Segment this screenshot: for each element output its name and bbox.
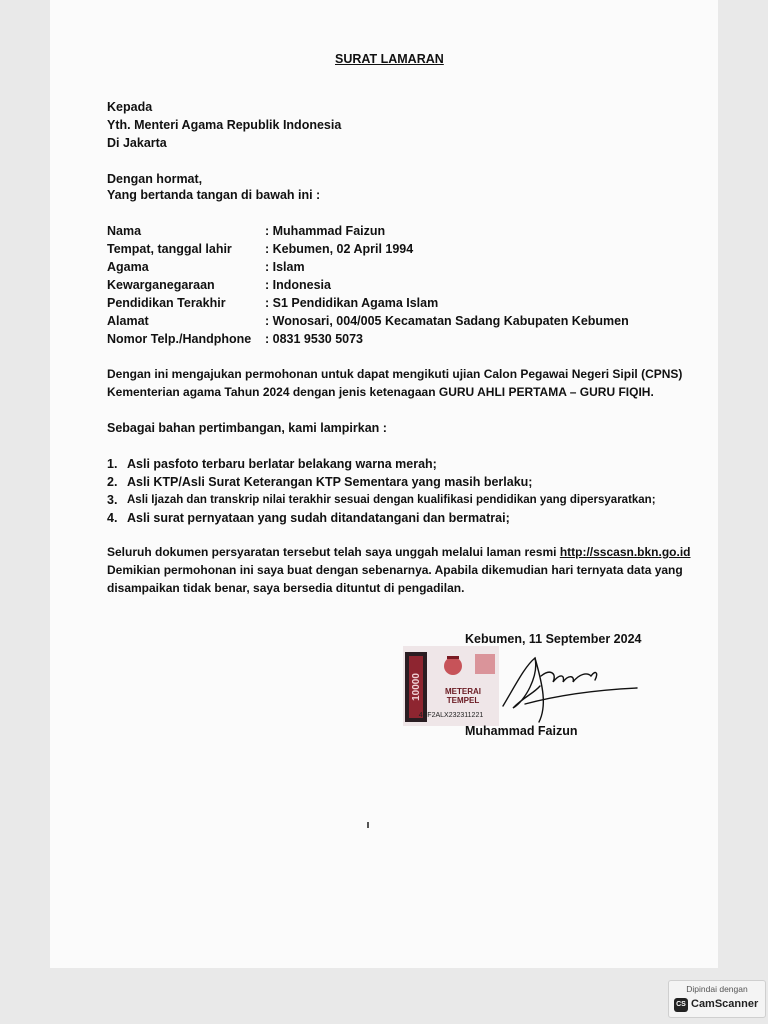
- closing-line: Demikian permohonan ini saya buat dengan sebenarnya. Apabila dikemudian hari ternyata data yang: [107, 563, 683, 577]
- field-label: Nomor Telp./Handphone: [107, 332, 252, 346]
- greeting-line: Yang bertanda tangan di bawah ini :: [107, 188, 321, 202]
- paragraph-line: Kementerian agama Tahun 2024 dengan jenis ketenagaan GURU AHLI PERTAMA – GURU FIQIH.: [107, 385, 654, 399]
- attachment-number: 1.: [107, 457, 118, 471]
- field-label: Alamat: [107, 314, 149, 328]
- field-label: Nama: [107, 224, 142, 238]
- paragraph-line: Dengan ini mengajukan permohonan untuk dapat mengikuti ujian Calon Pegawai Negeri Sipil (CPNS): [107, 367, 683, 381]
- greeting-line: Dengan hormat,: [107, 172, 203, 186]
- camscanner-watermark: [668, 980, 766, 1018]
- recipient-line: Kepada: [107, 100, 153, 114]
- attachment-number: 3.: [107, 493, 118, 507]
- stamp-line2: TEMPEL: [446, 696, 480, 705]
- attachment-text: Asli KTP/Asli Surat Keterangan KTP Sementara yang masih berlaku;: [127, 475, 533, 489]
- field-label: Agama: [107, 260, 149, 274]
- field-label: Tempat, tanggal lahir: [107, 242, 232, 256]
- camscanner-logo-icon: CS: [674, 998, 688, 1012]
- attachment-text: Asli surat pernyataan yang sudah ditandatangani dan bermatrai;: [127, 511, 510, 525]
- field-value: : Wonosari, 004/005 Kecamatan Sadang Kabupaten Kebumen: [265, 314, 629, 328]
- signature-stroke: [503, 658, 540, 708]
- stamp-line1: METERAI: [445, 687, 481, 696]
- field-value: : 0831 9530 5073: [265, 332, 364, 346]
- signature-stroke: [591, 673, 597, 680]
- attachment-text: Asli Ijazah dan transkrip nilai terakhir sesuai dengan kualifikasi pendidikan yang dipersyaratkan;: [127, 494, 656, 506]
- attachment-number: 2.: [107, 475, 118, 489]
- field-value: : Indonesia: [265, 278, 331, 292]
- closing-line: disampaikan tidak benar, saya bersedia dituntut di pengadilan.: [107, 581, 465, 595]
- field-value: : S1 Pendidikan Agama Islam: [265, 296, 439, 310]
- scan-speck: [367, 822, 369, 828]
- field-value: : Kebumen, 02 April 1994: [265, 242, 414, 256]
- closing-line: [107, 543, 691, 561]
- letter-title: SURAT LAMARAN: [335, 52, 444, 66]
- field-label: Kewarganegaraan: [107, 278, 215, 292]
- emblem-top: [447, 656, 459, 659]
- attachment-text: Asli pasfoto terbaru berlatar belakang warna merah;: [127, 457, 437, 471]
- garuda-emblem: [444, 657, 462, 675]
- scan-caption: Dipindai dengan: [686, 984, 748, 994]
- field-label: Pendidikan Terakhir: [107, 296, 226, 310]
- stamp-pattern: [475, 654, 495, 674]
- attachment-number: 4.: [107, 511, 118, 525]
- stamp-serial: 4EF2ALX232311221: [418, 712, 484, 719]
- field-value: : Muhammad Faizun: [265, 224, 386, 238]
- field-value: : Islam: [265, 260, 305, 274]
- recipient-line: Yth. Menteri Agama Republik Indonesia: [107, 118, 342, 132]
- place-date: Kebumen, 11 September 2024: [465, 632, 642, 646]
- stamp-value: 10000: [411, 673, 422, 701]
- camscanner-name: CamScanner: [691, 998, 759, 1010]
- signer-name: Muhammad Faizun: [465, 724, 578, 738]
- signature: [495, 646, 645, 726]
- closing-text: Seluruh dokumen persyaratan tersebut telah saya unggah melalui laman resmi: [107, 545, 560, 559]
- attachments-intro: Sebagai bahan pertimbangan, kami lampirkan :: [107, 421, 387, 435]
- signature-stroke: [541, 672, 591, 682]
- sscasn-link[interactable]: http://sscasn.bkn.go.id: [559, 545, 691, 559]
- recipient-line: Di Jakarta: [107, 136, 167, 150]
- meterai-stamp: [403, 646, 499, 726]
